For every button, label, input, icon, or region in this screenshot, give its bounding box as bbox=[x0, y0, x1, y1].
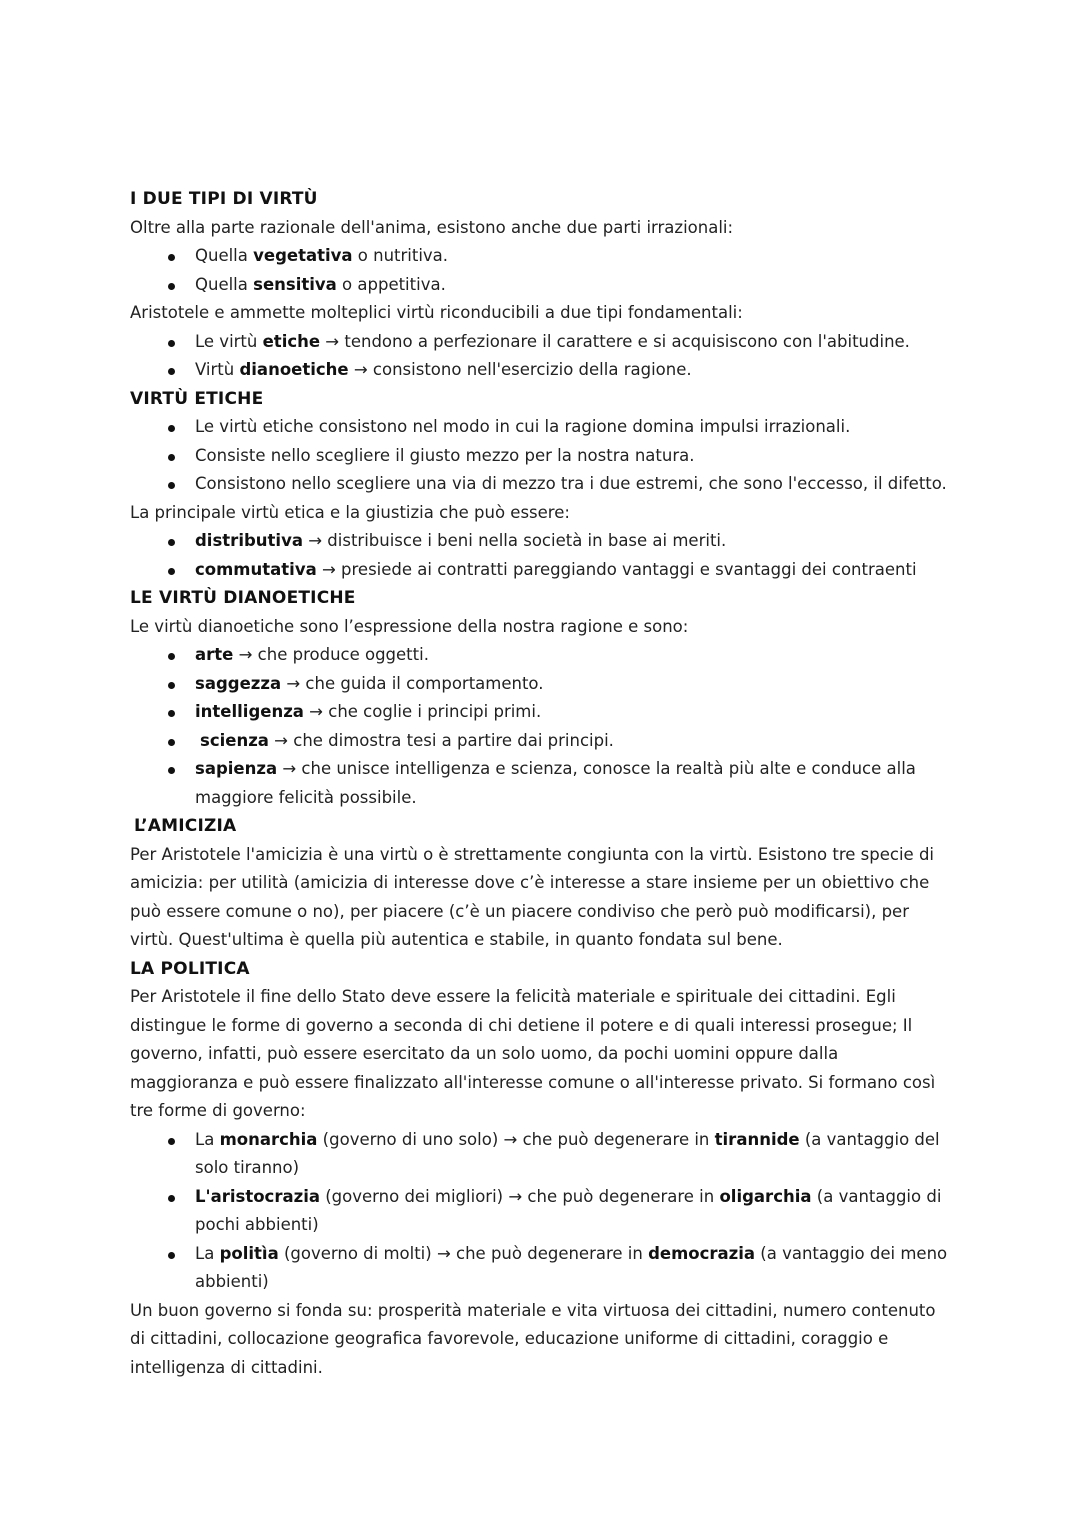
heading-virtu-etiche: VIRTÙ ETICHE bbox=[130, 388, 264, 409]
list-item: La monarchia (governo di uno solo) → che può degenerare in tirannide (a vantaggio del solo tiranno) bbox=[130, 1126, 950, 1183]
paragraph-amicizia: Per Aristotele l'amicizia è una virtù o è strettamente congiunta con la virtù. Esistono tre specie di amicizia: per utilità (amicizia di interesse dove c’è interesse a stare insieme per un obiettivo che può essere comune o no), per piacere (c’è un piacere condiviso che però può modificarsi), per virtù. Quest'ultima è quella più autentica e stabile, in quanto fondata sul bene. bbox=[130, 844, 935, 949]
list-item: arte → che produce oggetti. bbox=[130, 641, 950, 670]
list-item: L'aristocrazia (governo dei migliori) → che può degenerare in oligarchia (a vantaggio di pochi abbienti) bbox=[130, 1183, 950, 1240]
list-item: Le virtù etiche consistono nel modo in cui la ragione domina impulsi irrazionali. bbox=[130, 413, 950, 442]
list-item: distributiva → distribuisce i beni nella società in base ai meriti. bbox=[130, 527, 950, 556]
heading-politica: LA POLITICA bbox=[130, 958, 250, 979]
list-giustizia bbox=[130, 527, 950, 584]
list-item: La politìa (governo di molti) → che può degenerare in democrazia (a vantaggio dei meno abbienti) bbox=[130, 1240, 950, 1297]
list-item: intelligenza → che coglie i principi primi. bbox=[130, 698, 950, 727]
list-item: sapienza → che unisce intelligenza e scienza, conosce la realtà più alte e conduce alla maggiore felicità possibile. bbox=[130, 755, 950, 812]
heading-due-tipi: I DUE TIPI DI VIRTÙ bbox=[130, 189, 318, 209]
list-item: scienza → che dimostra tesi a partire dai principi. bbox=[130, 727, 950, 756]
list-item: Quella sensitiva o appetitiva. bbox=[130, 271, 950, 300]
list-item: Consiste nello scegliere il giusto mezzo per la nostra natura. bbox=[130, 442, 950, 471]
paragraph-dianoetiche-intro: Le virtù dianoetiche sono l’espressione della nostra ragione e sono: bbox=[130, 616, 689, 636]
paragraph-intro-anima: Oltre alla parte razionale dell'anima, esistono anche due parti irrazionali: bbox=[130, 217, 734, 237]
heading-amicizia: L’AMICIZIA bbox=[134, 816, 237, 836]
list-item: Consistono nello scegliere una via di mezzo tra i due estremi, che sono l'eccesso, il difetto. bbox=[130, 470, 950, 499]
list-item: Le virtù etiche → tendono a perfezionare il carattere e si acquisiscono con l'abitudine. bbox=[130, 328, 950, 357]
list-item: Quella vegetativa o nutritiva. bbox=[130, 242, 950, 271]
list-item: Virtù dianoetiche → consistono nell'esercizio della ragione. bbox=[130, 356, 950, 385]
list-forme-governo bbox=[130, 1126, 950, 1297]
paragraph-politica: Per Aristotele il fine dello Stato deve essere la felicità materiale e spirituale dei cittadini. Egli distingue le forme di governo a seconda di chi detiene il potere e di quali interessi prosegue; Il governo, infatti, può essere esercitato da un solo uomo, da pochi uomini oppure dalla maggioranza e può essere finalizzato all'interesse comune o all'interesse privato. Si formano così tre forme di governo: bbox=[130, 987, 936, 1120]
document-content bbox=[130, 185, 950, 1382]
heading-virtu-dianoetiche: LE VIRTÙ DIANOETICHE bbox=[130, 588, 356, 608]
list-tipi-virtu bbox=[130, 328, 950, 385]
list-parti-irrazionali bbox=[130, 242, 950, 299]
list-virtu-etiche bbox=[130, 413, 950, 499]
list-virtu-dianoetiche bbox=[130, 641, 950, 812]
paragraph-buon-governo: Un buon governo si fonda su: prosperità materiale e vita virtuosa dei cittadini, numero contenuto di cittadini, collocazione geografica favorevole, educazione uniforme di cittadini, coraggio e intelligenza di cittadini. bbox=[130, 1300, 936, 1377]
list-item: saggezza → che guida il comportamento. bbox=[130, 670, 950, 699]
list-item: commutativa → presiede ai contratti pareggiando vantaggi e svantaggi dei contraenti bbox=[130, 556, 950, 585]
paragraph-due-tipi: Aristotele e ammette molteplici virtù riconducibili a due tipi fondamentali: bbox=[130, 303, 743, 322]
paragraph-giustizia: La principale virtù etica e la giustizia che può essere: bbox=[130, 502, 570, 522]
